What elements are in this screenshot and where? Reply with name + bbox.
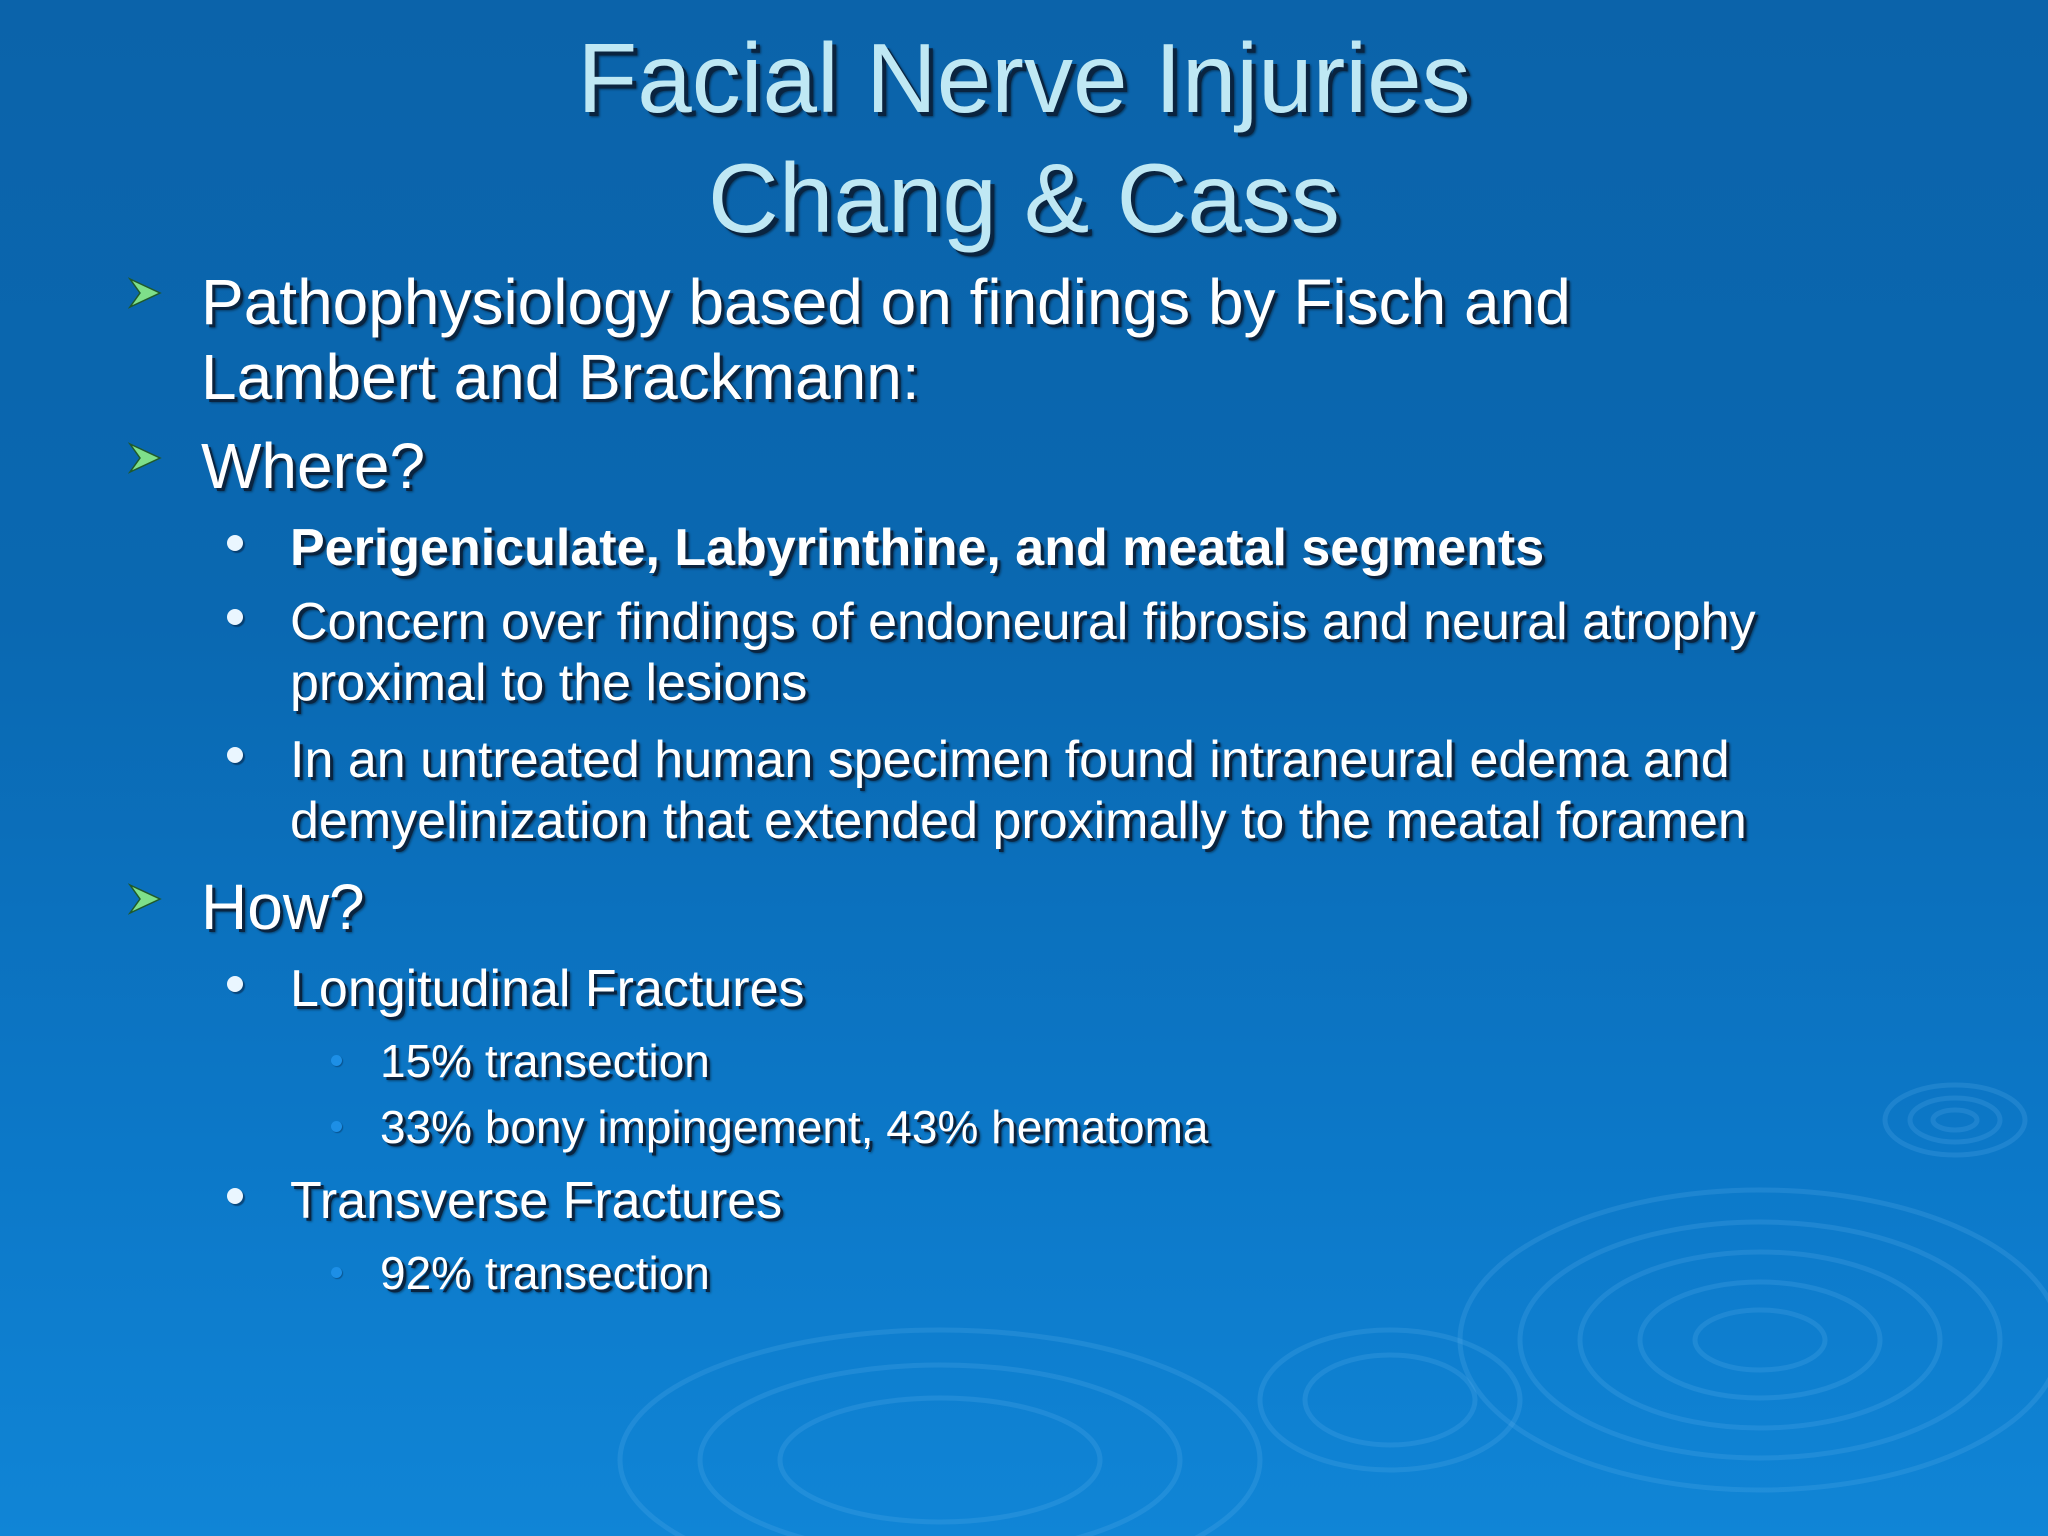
bullet-longitudinal-impingement: 33% bony impingement, 43% hematoma [380, 1101, 1209, 1153]
bullet-segments: Perigeniculate, Labyrinthine, and meatal segments [290, 519, 1545, 577]
dot-bullet-icon [227, 976, 243, 992]
small-dot-bullet-icon [331, 1055, 342, 1066]
bullet-concern-line-1: Concern over findings of endoneural fibrosis and neural atrophy [290, 593, 1756, 651]
arrow-bullet-icon [128, 441, 162, 475]
slide-title-line-1: Facial Nerve Injuries [577, 23, 1471, 133]
bullet-untreated-line-2: demyelinization that extended proximally to the meatal foramen [290, 792, 1747, 850]
bullet-pathophysiology-line-1: Pathophysiology based on findings by Fisch and [201, 266, 1571, 338]
bullet-longitudinal-fractures: Longitudinal Fractures [290, 960, 805, 1018]
small-dot-bullet-icon [331, 1267, 342, 1278]
bullet-longitudinal-transection: 15% transection [380, 1035, 710, 1087]
bullet-how: How? [201, 871, 365, 943]
arrow-bullet-icon [128, 882, 162, 916]
slide-title [0, 18, 2048, 258]
bullet-pathophysiology-line-2: Lambert and Brackmann: [201, 341, 920, 413]
slide-title-line-2: Chang & Cass [708, 143, 1340, 253]
dot-bullet-icon [227, 747, 243, 763]
bullet-where: Where? [201, 430, 426, 502]
bullet-concern-line-2: proximal to the lesions [290, 654, 808, 712]
bullet-untreated-line-1: In an untreated human specimen found intraneural edema and [290, 731, 1730, 789]
dot-bullet-icon [227, 1188, 243, 1204]
dot-bullet-icon [227, 609, 243, 625]
dot-bullet-icon [227, 535, 243, 551]
bullet-transverse-fractures: Transverse Fractures [290, 1172, 783, 1230]
bullet-transverse-transection: 92% transection [380, 1247, 710, 1299]
small-dot-bullet-icon [331, 1121, 342, 1132]
arrow-bullet-icon [128, 276, 162, 310]
